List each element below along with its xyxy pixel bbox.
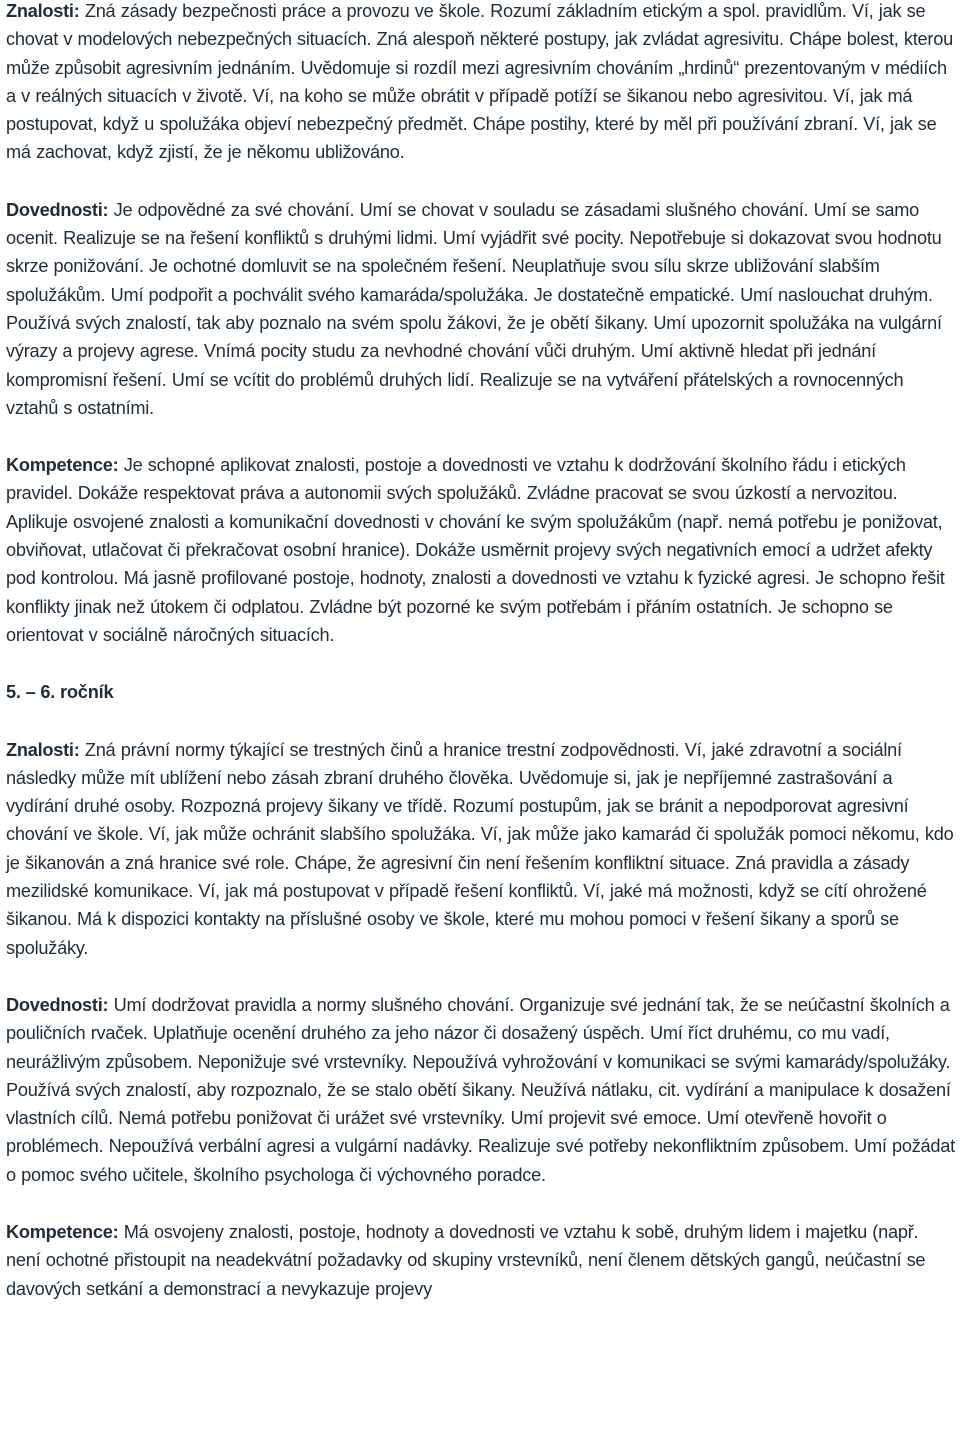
grade-competence-label: Kompetence:	[6, 1221, 119, 1242]
grade-heading: 5. – 6. ročník	[6, 682, 114, 703]
knowledge-paragraph	[6, 0, 958, 167]
skills-paragraph	[6, 196, 958, 422]
grade-skills-text: Umí dodržovat pravidla a normy slušného chování. Organizuje své jednání tak, že se neúčastní školních a pouličních rvaček. Uplatňuje ocenění druhého za jeho názor či dosažený úspěch. Umí říct druhému, co mu vadí, neurážlivým způsobem. Neponižuje své vrstevníky. Nepoužívá vyhrožování v komunikaci se svými kamarády/spolužáky. Používá svých znalostí, aby rozpoznalo, že se stalo obětí šikany. Neužívá nátlaku, cit. vydírání a manipulace k dosažení vlastních cílů. Nemá potřebu ponižovat či urážet své vrstevníky. Umí projevit své emoce. Umí otevřeně hovořit o problémech. Nepoužívá verbální agresi a vulgární nadávky. Realizuje své potřeby nekonfliktním způsobem. Umí požádat o pomoc svého učitele, školního psychologa či výchovného poradce.	[6, 994, 955, 1185]
grade-skills-paragraph	[6, 991, 958, 1189]
skills-text: Je odpovědné za své chování. Umí se chovat v souladu se zásadami slušného chování. Umí se samo ocenit. Realizuje se na řešení konfliktů s druhými lidmi. Umí vyjádřit své pocity. Nepotřebuje si dokazovat svou hodnotu skrze ponižování. Je ochotné domluvit se na společném řešení. Neuplatňuje svou sílu skrze ubližování slabším spolužákům. Umí podpořit a pochválit svého kamaráda/spolužáka. Je dostatečně empatické. Umí naslouchat druhým. Používá svých znalostí, tak aby poznalo na svém spolu žákovi, že je obětí šikany. Umí upozornit spolužáka na vulgární výrazy a projevy agrese. Vnímá pocity studu za nevhodné chování vůči druhým. Umí aktivně hledat při jednání kompromisní řešení. Umí se vcítit do problémů druhých lidí. Realizuje se na vytváření přátelských a rovnocenných vztahů s ostatními.	[6, 199, 942, 418]
knowledge-text: Zná zásady bezpečnosti práce a provozu ve škole. Rozumí základním etickým a spol. pravidlům. Ví, jak se chovat v modelových nebezpečných situacích. Zná alespoň některé postupy, jak zvládat agresivitu. Chápe bolest, kterou může způsobit agresivním jednáním. Uvědomuje si rozdíl mezi agresivním chováním „hrdinů“ prezentovaným v médiích a v reálných situacích v životě. Ví, na koho se může obrátit v případě potíží se šikanou nebo agresivitou. Ví, jak má postupovat, když u spolužáka objeví nebezpečný předmět. Chápe postihy, které by měl při používání zbraní. Ví, jak se má zachovat, když zjistí, že je někomu ubližováno.	[6, 1, 953, 163]
competence-text: Je schopné aplikovat znalosti, postoje a dovednosti ve vztahu k dodržování školního řádu i etických pravidel. Dokáže respektovat práva a autonomii svých spolužáků. Zvládne pracovat se svou úzkostí a nervozitou. Aplikuje osvojené znalosti a komunikační dovednosti v chování ke svým spolužákům (např. nemá potřebu je ponižovat, obviňovat, utlačovat či překračovat osobní hranice). Dokáže usměrnit projevy svých negativních emocí a udržet afekty pod kontrolou. Má jasně profilované postoje, hodnoty, znalosti a dovednosti ve vztahu k fyzické agresi. Je schopno řešit konflikty jinak než útokem či odplatou. Zvládne být pozorné ke svým potřebám i přáním ostatních. Je schopno se orientovat v sociálně náročných situacích.	[6, 455, 945, 645]
competence-paragraph	[6, 451, 958, 649]
knowledge-label: Znalosti:	[6, 1, 80, 21]
grade-knowledge-label: Znalosti:	[6, 739, 80, 760]
grade-competence-paragraph	[6, 1218, 958, 1303]
skills-label: Dovednosti:	[6, 199, 109, 220]
grade-skills-label: Dovednosti:	[6, 994, 109, 1015]
grade-competence-text: Má osvojeny znalosti, postoje, hodnoty a dovednosti ve vztahu k sobě, druhým lidem i majetku (např. není ochotné přistoupit na neadekvátní požadavky od skupiny vrstevníků, není členem dětských gangů, neúčastní se davových setkání a demonstrací a nevykazuje projevy	[6, 1221, 926, 1299]
competence-label: Kompetence:	[6, 455, 119, 476]
grade-knowledge-paragraph	[6, 736, 958, 962]
grade-knowledge-text: Zná právní normy týkající se trestných činů a hranice trestní zodpovědnosti. Ví, jaké zdravotní a sociální následky může mít ublížení nebo zásah zbraní druhého člověka. Uvědomuje si, jak je nepříjemné zastrašování a vydírání druhé osoby. Rozpozná projevy šikany ve třídě. Rozumí postupům, jak se bránit a nepodporovat agresivní chování ve škole. Ví, jak může ochránit slabšího spolužáka. Ví, jak může jako kamarád či spolužák pomoci někomu, kdo je šikanován a zná hranice své role. Chápe, že agresivní čin není řešením konfliktní situace. Zná pravidla a zásady mezilidské komunikace. Ví, jak má postupovat v případě řešení konfliktů. Ví, jaké má možnosti, když se cítí ohrožené šikanou. Má k dispozici kontakty na příslušné osoby ve škole, které mu mohou pomoci v řešení šikany a sporů se spolužáky.	[6, 739, 954, 958]
document-page	[6, 0, 958, 1303]
